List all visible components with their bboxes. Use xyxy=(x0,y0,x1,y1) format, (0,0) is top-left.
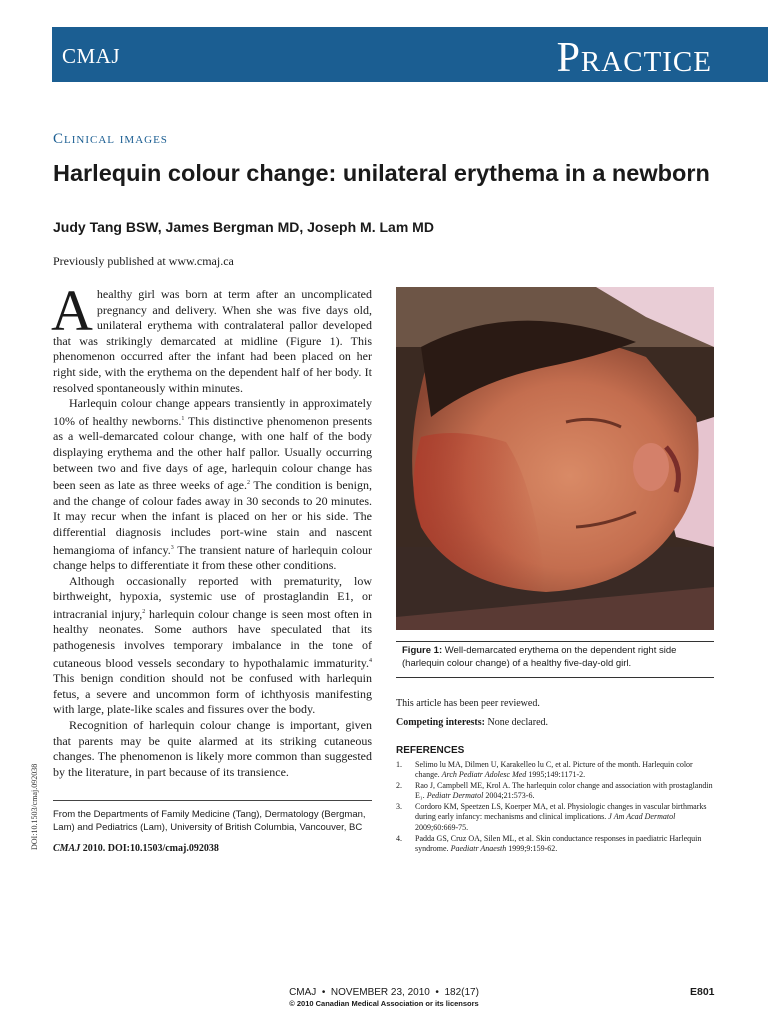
previously-published-note: Previously published at www.cmaj.ca xyxy=(53,254,234,268)
reference-tail: 2004;21:573-6. xyxy=(483,791,535,801)
references-heading: REFERENCES xyxy=(396,745,465,756)
reference-text: Cordoro KM, Speetzen LS, Koerper MA, et al. Physiologic changes in vascular birthmarks during early infancy: mechanisms and clinical implications. xyxy=(415,802,707,822)
reference-number: 1. xyxy=(396,760,402,769)
reference-tail: 1999;9:159-62. xyxy=(506,843,558,853)
page-number: E801 xyxy=(690,986,715,998)
paragraph-2-text-a: Harlequin colour change appears transiently in approximately 10% of healthy newborns. xyxy=(53,396,372,428)
drop-cap: A xyxy=(51,278,93,343)
paragraph-1 xyxy=(51,278,372,396)
reference-journal: Paediatr Anaesth xyxy=(450,843,507,853)
journal-name: CMAJ xyxy=(62,44,121,68)
article-body xyxy=(51,278,372,780)
competing-interests xyxy=(396,717,548,728)
reference-item xyxy=(396,781,714,802)
paragraph-2-text-d: The transient nature of harlequin colour change helps to differentiate it from these other conditions. xyxy=(53,542,372,573)
side-doi: DOI:10.1503/cmaj.092038 xyxy=(30,763,39,850)
paragraph-3-text-a: Although occasionally reported with prematurity, low birthweight, hypoxia, systemic use of prostaglandin E1, or intracranial injury, xyxy=(53,573,372,621)
competing-value: None declared. xyxy=(484,717,549,728)
section-name: Practice xyxy=(556,35,712,81)
citation-doi: 2010. DOI:10.1503/cmaj.092038 xyxy=(80,843,219,854)
section-label: Clinical images xyxy=(53,131,168,147)
paragraph-2-text-b: This distinctive phenomenon presents as a well-demarcated colour change, with one half of the body displaying erythema and the other half pallor. Usually occurring between two and five days of age, harlequin colour change has been seen as late as three weeks of age. xyxy=(53,413,372,493)
ref-mark: 2 xyxy=(247,480,251,487)
competing-label: Competing interests: xyxy=(396,717,485,728)
ref-mark: 1 xyxy=(181,415,185,422)
paragraph-2 xyxy=(53,396,372,574)
ref-mark: 2 xyxy=(142,608,146,615)
reference-item xyxy=(396,760,714,781)
reference-number: 2. xyxy=(396,781,402,791)
paragraph-3-text-b: harlequin colour change is seen most often in healthy neonates. Some authors have speculated that its pathogenesis involves temporary imbalance in the tone of cutaneous blood vessels secondary to hypothalamic immaturity. xyxy=(53,606,372,670)
paragraph-3 xyxy=(53,574,372,718)
reference-list xyxy=(396,760,714,855)
reference-journal: Arch Pediatr Adolesc Med xyxy=(441,770,527,780)
ref-mark: 4 xyxy=(369,657,372,664)
reference-text: Padda GS, Cruz OA, Silen ML, et al. Skin conductance responses in paediatric Harlequin syndrome. xyxy=(415,833,702,853)
reference-item xyxy=(396,802,714,833)
reference-text: Selimo lu MA, Dilmen U, Karakelleo lu C, et al. Picture of the month. Harlequin color change. xyxy=(415,760,693,780)
affiliation-note: From the Departments of Family Medicine (Tang), Dermatology (Bergman, Lam) and Pediatrics (Lam), University of British Columbia, Vancouver, BC xyxy=(53,800,372,834)
newborn-photo-illustration xyxy=(396,287,714,630)
reference-number: 3. xyxy=(396,802,402,812)
paragraph-3-text-c: This benign condition should not be confused with harlequin fetus, a severe and uncommon form of ichthyosis manifesting with large, plate-like scales and fissures over the body. xyxy=(53,671,372,717)
reference-journal: Pediatr Dermatol xyxy=(426,791,484,801)
article-title: Harlequin colour change: unilateral erythema in a newborn xyxy=(53,160,710,186)
citation-journal: CMAJ xyxy=(53,843,81,854)
citation-line xyxy=(53,843,219,854)
reference-item xyxy=(396,834,714,855)
paragraph-2-text-c: The condition is benign, and the change of colour fades away in 30 seconds to 20 minutes. It may recur when the infant is placed on her or his side. The differential diagnosis includes port-wine stain and nascent hemangioma of infancy. xyxy=(53,478,372,557)
reference-tail: 1995;149:1171-2. xyxy=(526,770,586,780)
paragraph-4: Recognition of harlequin colour change is important, given that parents may be quite alarmed at its striking cutaneous changes. The phenomenon is likely more common than suggested by the literature, in part because of its transience. xyxy=(53,718,372,779)
reference-text: Rao J, Campbell ME, Krol A. The harlequin color change and association with prostaglandin E₁. xyxy=(415,781,713,801)
reference-tail: 2009;60:669-75. xyxy=(415,822,469,832)
figure-label: Figure 1: xyxy=(402,645,443,656)
paragraph-1-text: healthy girl was born at term after an uncomplicated pregnancy and delivery. When she was five days old, unilateral erythema with contralateral pallor developed that was strikingly demarcated at midline (Figure 1). This phenomenon occurred after the infant had been placed on her right side, with the erythema on the dependent half of her body. It resolved spontaneously within minutes. xyxy=(53,287,372,395)
ref-mark: 3 xyxy=(170,544,174,551)
figure-caption xyxy=(396,641,714,678)
author-list: Judy Tang BSW, James Bergman MD, Joseph M. Lam MD xyxy=(53,219,434,235)
footer-issue-line: CMAJ • NOVEMBER 23, 2010 • 182(17) xyxy=(289,987,479,998)
journal-banner xyxy=(52,27,768,82)
figure-caption-text: Well-demarcated erythema on the dependent right side (harlequin colour change) of a healthy five-day-old girl. xyxy=(402,645,677,669)
footer-copyright: © 2010 Canadian Medical Association or its licensors xyxy=(289,999,479,1008)
peer-review-note: This article has been peer reviewed. xyxy=(396,698,540,709)
newborn-photo xyxy=(396,287,714,630)
reference-number: 4. xyxy=(396,833,402,843)
reference-journal: J Am Acad Dermatol xyxy=(608,812,676,822)
